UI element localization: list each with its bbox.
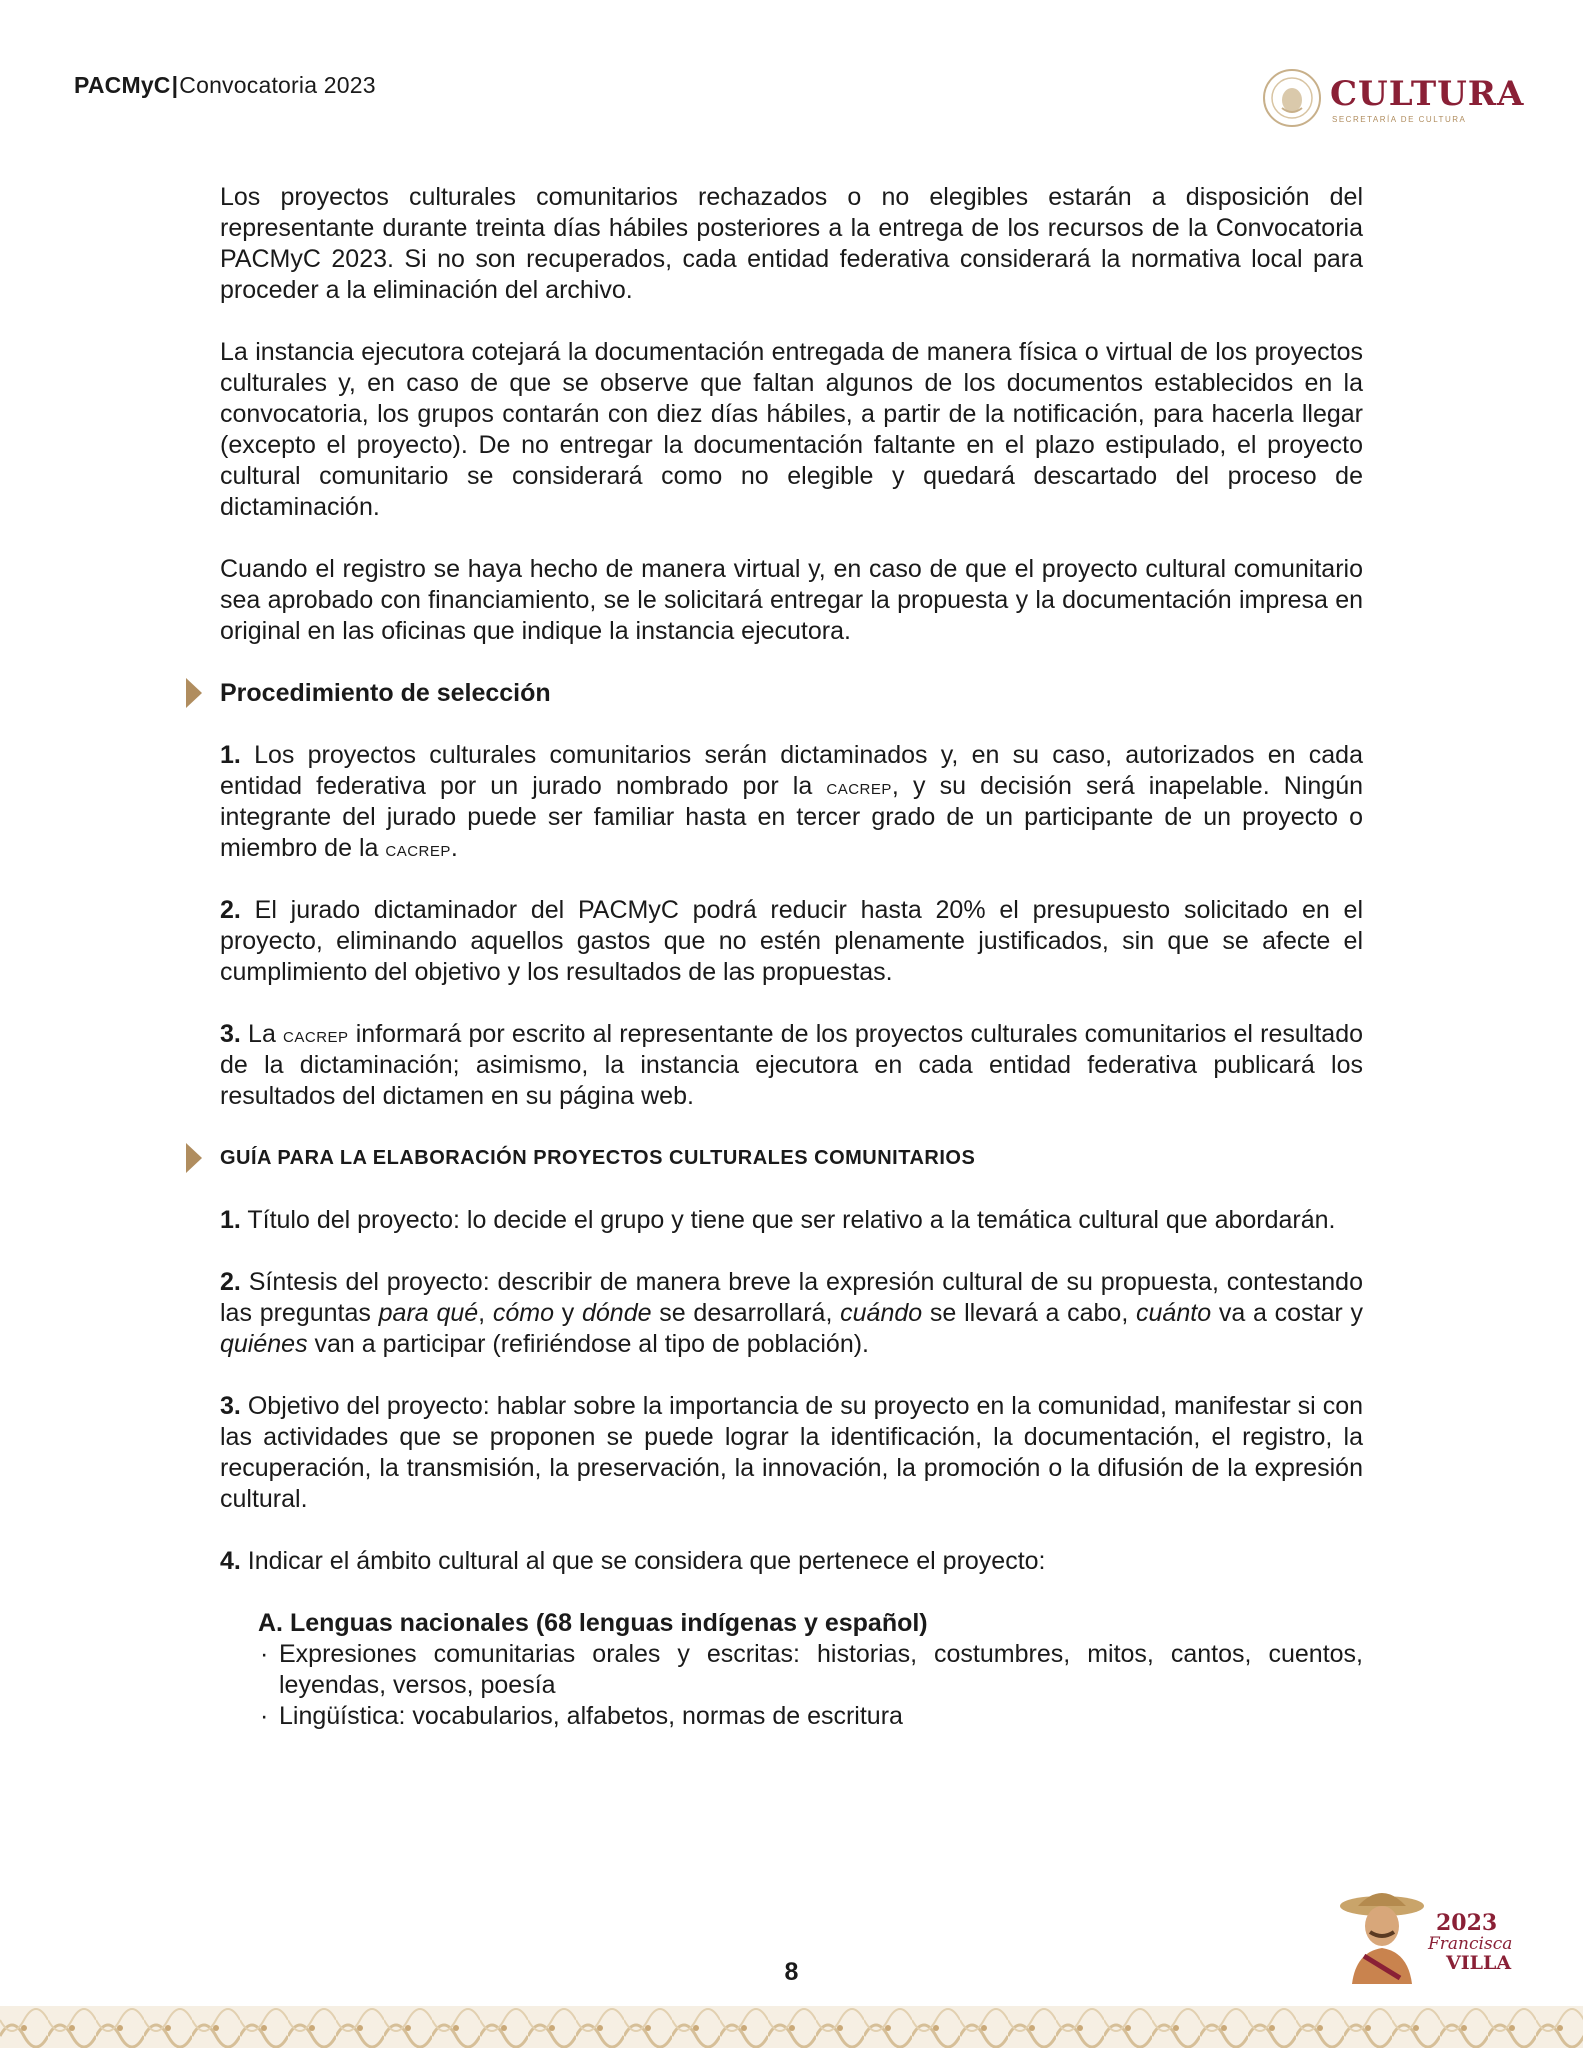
guide-item-4 [220, 1546, 1363, 1577]
guide-item-2-emph: para qué [378, 1299, 479, 1327]
selection-heading-text: Procedimiento de selección [220, 679, 551, 707]
acronym-cacrep: cacrep [283, 1022, 349, 1047]
selection-heading [220, 678, 1363, 709]
paragraph-rejected-projects: Los proyectos culturales comunitarios rechazados o no elegibles estarán a disposición del representante durante treinta días hábiles posteriores a la entrega de los recursos de la Convocatoria PACMyC 2023. Si no son recuperados, cada entidad federativa considerará la normativa local para proceder a la eliminación del archivo. [220, 183, 1363, 304]
header-brand: PACMyC [74, 72, 171, 98]
list-item-text: Lingüística: vocabularios, alfabetos, normas de escritura [279, 1702, 903, 1730]
guide-item-3-num: 3. [220, 1392, 241, 1420]
acronym-cacrep: cacrep [385, 836, 451, 861]
selection-item-2-num: 2. [220, 896, 241, 924]
paragraph-documentation-check: La instancia ejecutora cotejará la documentación entregada de manera física o virtual de los proyectos culturales y, en caso de que se observe que faltan algunos de los documentos establecidos en la convocatoria, los grupos contarán con diez días hábiles, a partir de la notificación, para hacerla llegar (excepto el proyecto). De no entregar la documentación faltante en el plazo estipulado, el proyecto cultural comunitario se considerará como no elegible y quedará descartado del proceso de dictaminación. [220, 338, 1363, 521]
list-item [258, 1639, 1363, 1701]
selection-item-1-text-b: , y su decisión será inapelable. Ningún integrante del jurado puede ser familiar hasta en tercer grado de un participante de un proyecto o miembro de la [220, 772, 1363, 862]
guide-item-2-emph: dónde [582, 1299, 652, 1327]
page-header [74, 72, 376, 99]
guide-item-2-num: 2. [220, 1268, 241, 1296]
bullet-icon: · [260, 1702, 269, 1730]
guide-item-1-num: 1. [220, 1206, 241, 1234]
guide-item-1 [220, 1205, 1363, 1236]
page-number: 8 [784, 1958, 799, 1986]
guide-item-2-emph: cuánto [1136, 1299, 1212, 1327]
guide-item-2-text: y [554, 1299, 582, 1327]
bullet-list [258, 1639, 1363, 1732]
guide-item-4-num: 4. [220, 1547, 241, 1575]
selection-item-2 [220, 895, 1363, 988]
paragraph-virtual-registration: Cuando el registro se haya hecho de manera virtual y, en caso de que el proyecto cultural comunitario sea aprobado con financiamiento, se le solicitará entregar la propuesta y la documentación impresa en original en las oficinas que indique la instancia ejecutora. [220, 555, 1363, 645]
guide-item-2-emph: cómo [492, 1299, 554, 1327]
list-item-text: Expresiones comunitarias orales y escritas: historias, costumbres, mitos, cantos, cuentos, leyendas, versos, poesía [279, 1640, 1363, 1699]
guide-item-2-text: se desarrollará, [651, 1299, 841, 1327]
guide-item-2-text: va a costar y [1211, 1299, 1363, 1327]
seal-icon [1262, 68, 1322, 128]
section-arrow-icon [186, 678, 202, 708]
decorative-pattern [0, 2006, 1583, 2048]
guide-item-2-text: van a participar (refiriéndose al tipo de población). [307, 1330, 870, 1358]
badge-first-name: Francisca [1428, 1934, 1513, 1954]
guide-item-2-emph: cuándo [840, 1299, 923, 1327]
guide-item-2-text: , [478, 1299, 493, 1327]
guide-item-4-text: Indicar el ámbito cultural al que se considera que pertenece el proyecto: [240, 1547, 1046, 1575]
document-body [220, 182, 1363, 1732]
selection-item-1 [220, 740, 1363, 864]
selection-item-3 [220, 1019, 1363, 1112]
badge-year: 2023 [1436, 1910, 1498, 1936]
list-item [258, 1701, 1363, 1732]
guide-item-2-emph: quiénes [220, 1330, 308, 1358]
selection-item-1-text-c: . [450, 834, 458, 862]
selection-item-2-text: El jurado dictaminador del PACMyC podrá reducir hasta 20% el presupuesto solicitado en el proyecto, eliminando aquellos gastos que no estén plenamente justificados, sin que se afecte el cumplimiento del objetivo y los resultados de las propuestas. [220, 896, 1363, 986]
bullet-icon: · [260, 1640, 269, 1668]
guide-item-3-text: Objetivo del proyecto: hablar sobre la importancia de su proyecto en la comunidad, manifestar si con las actividades que se proponen se puede lograr la identificación, la documentación, el registro, la recuperación, la transmisión, la preservación, la innovación, la promoción o la difusión de la expresión cultural. [220, 1392, 1363, 1513]
guide-item-2 [220, 1267, 1363, 1360]
acronym-cacrep: cacrep [826, 774, 892, 799]
cultura-logo [1262, 64, 1525, 134]
guide-heading-text: GUÍA PARA LA ELABORACIÓN PROYECTOS CULTURALES COMUNITARIOS [220, 1147, 976, 1169]
guide-item-3 [220, 1391, 1363, 1515]
header-separator: | [171, 72, 179, 98]
subsection-lenguas [258, 1608, 1363, 1732]
guide-item-2-text: Síntesis del proyecto: describir de manera breve la expresión cultural de su propuesta, contestando las preguntas [220, 1268, 1363, 1327]
selection-item-3-num: 3. [220, 1020, 241, 1048]
subsection-title: A. Lenguas nacionales (68 lenguas indígenas y español) [258, 1609, 928, 1637]
selection-item-3-text-a: La [240, 1020, 284, 1048]
selection-item-1-num: 1. [220, 741, 241, 769]
guide-heading [220, 1143, 1363, 1174]
logo-name: CULTURA [1330, 74, 1525, 114]
logo-tagline: SECRETARÍA DE CULTURA [1332, 115, 1467, 124]
selection-item-3-text-b: informará por escrito al representante de los proyectos culturales comunitarios el resultado de la dictaminación; asimismo, la instancia ejecutora en cada entidad federativa publicará los resultados del dictamen en su página web. [220, 1020, 1364, 1110]
header-subtitle: Convocatoria 2023 [179, 72, 376, 98]
section-arrow-icon [186, 1143, 202, 1173]
guide-item-2-text: se llevará a cabo, [922, 1299, 1137, 1327]
selection-item-1-text-a: Los proyectos culturales comunitarios serán dictaminados y, en su caso, autorizados en cada entidad federativa por un jurado nombrado por la [220, 741, 1363, 800]
guide-item-1-text: Título del proyecto: lo decide el grupo y tiene que ser relativo a la temática cultural que abordarán. [240, 1206, 1336, 1234]
badge-last-name: VILLA [1446, 1952, 1512, 1974]
